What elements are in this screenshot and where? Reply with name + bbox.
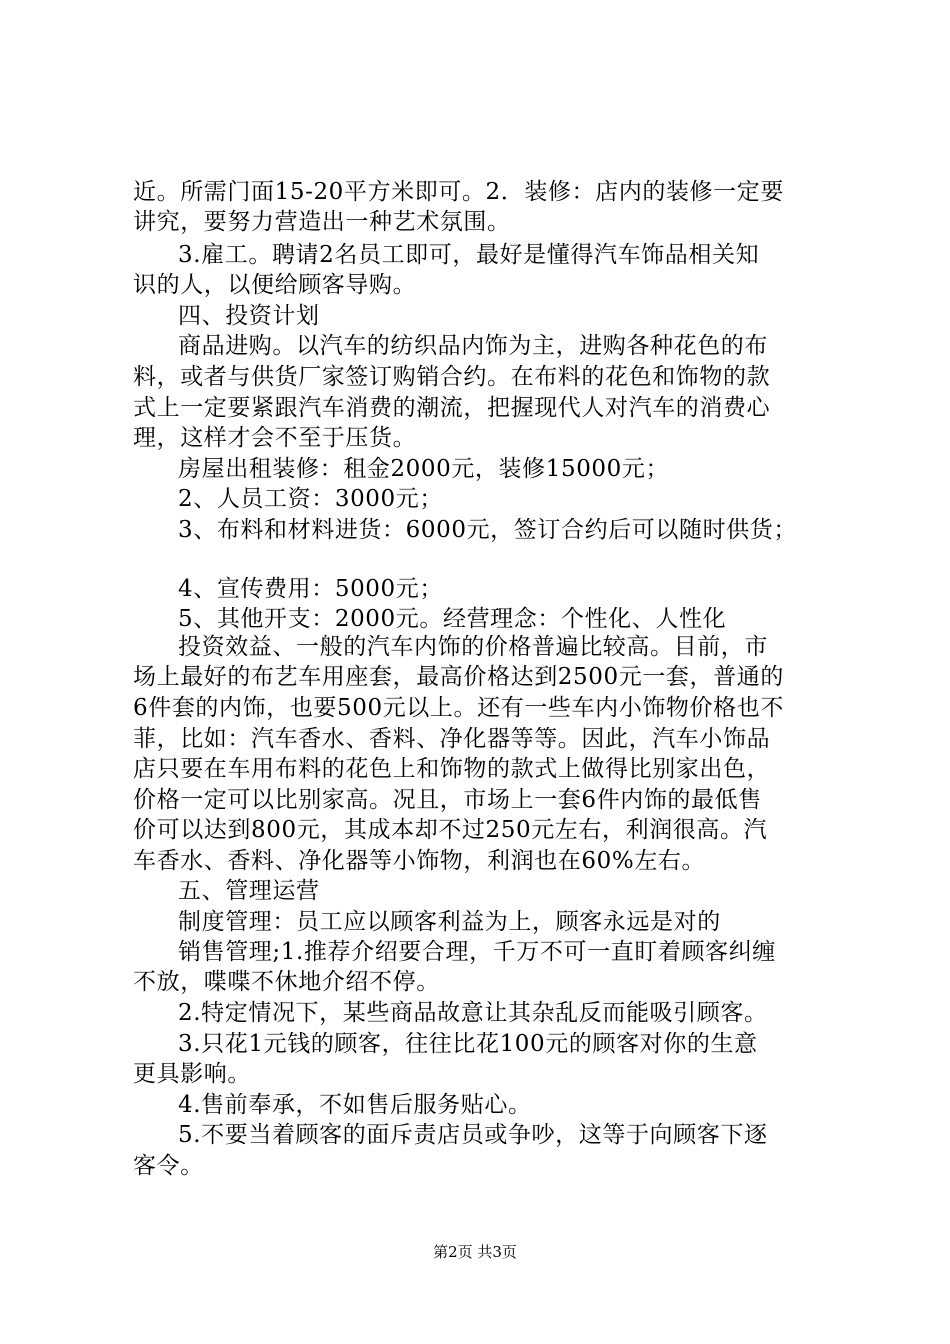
text-line: 5、其他开支：2000元。经营理念：个性化、人性化 [178, 606, 727, 632]
text-line: 价可以达到800元，其成本却不过250元左右，利润很高。汽 [133, 817, 768, 843]
text-line: 5.不要当着顾客的面斥责店员或争吵，这等于向顾客下逐 [178, 1122, 768, 1148]
text-line: 理，这样才会不至于压货。 [133, 425, 417, 451]
text-line: 商品进购。以汽车的纺织品内饰为主，进购各种花色的布 [178, 333, 768, 359]
text-line: 车香水、香料、净化器等小饰物，利润也在60%左右。 [133, 848, 706, 874]
section-heading: 四、投资计划 [178, 303, 320, 329]
text-line: 投资效益、一般的汽车内饰的价格普遍比较高。目前，市 [178, 634, 768, 660]
text-line: 识的人，以便给顾客导购。 [133, 272, 417, 298]
text-line: 3、布料和材料进货：6000元，签订合约后可以随时供货； [178, 517, 797, 543]
text-line: 讲究，要努力营造出一种艺术氛围。 [133, 209, 511, 235]
text-line: 客令。 [133, 1153, 204, 1179]
text-line: 制度管理：员工应以顾客利益为上，顾客永远是对的 [178, 909, 721, 935]
text-line: 料，或者与供货厂家签订购销合约。在布料的花色和饰物的款 [133, 364, 771, 390]
text-line: 近。所需门面15-20平方米即可。2．装修：店内的装修一定要 [133, 179, 784, 205]
text-line: 不放，喋喋不休地介绍不停。 [133, 969, 440, 995]
text-line: 房屋出租装修：租金2000元，装修15000元； [178, 456, 670, 482]
text-line: 菲，比如：汽车香水、香料、净化器等等。因此，汽车小饰品 [133, 726, 771, 752]
text-line: 2.特定情况下，某些商品故意让其杂乱反而能吸引顾客。 [178, 1000, 768, 1026]
text-line: 2、人员工资：3000元； [178, 486, 443, 512]
text-line: 6件套的内饰，也要500元以上。还有一些车内小饰物价格也不 [133, 695, 784, 721]
text-line: 更具影响。 [133, 1061, 251, 1087]
text-line: 价格一定可以比别家高。况且，市场上一套6件内饰的最低售 [133, 787, 762, 813]
text-line: 4.售前奉承，不如售后服务贴心。 [178, 1092, 532, 1118]
text-line: 4、宣传费用：5000元； [178, 576, 443, 602]
text-line: 销售管理;1.推荐介绍要合理，千万不可一直盯着顾客纠缠 [178, 939, 776, 965]
text-line: 场上最好的布艺车用座套，最高价格达到2500元一套，普通的 [133, 664, 784, 690]
text-line: 式上一定要紧跟汽车消费的潮流，把握现代人对汽车的消费心 [133, 395, 771, 421]
page-number-footer: 第2页 共3页 [433, 1243, 517, 1261]
section-heading: 五、管理运营 [178, 878, 320, 904]
text-line: 3.雇工。聘请2名员工即可，最好是懂得汽车饰品相关知 [178, 242, 760, 268]
text-line: 3.只花1元钱的顾客，往往比花100元的顾客对你的生意 [178, 1031, 758, 1057]
text-line: 店只要在车用布料的花色上和饰物的款式上做得比别家出色， [133, 756, 771, 782]
